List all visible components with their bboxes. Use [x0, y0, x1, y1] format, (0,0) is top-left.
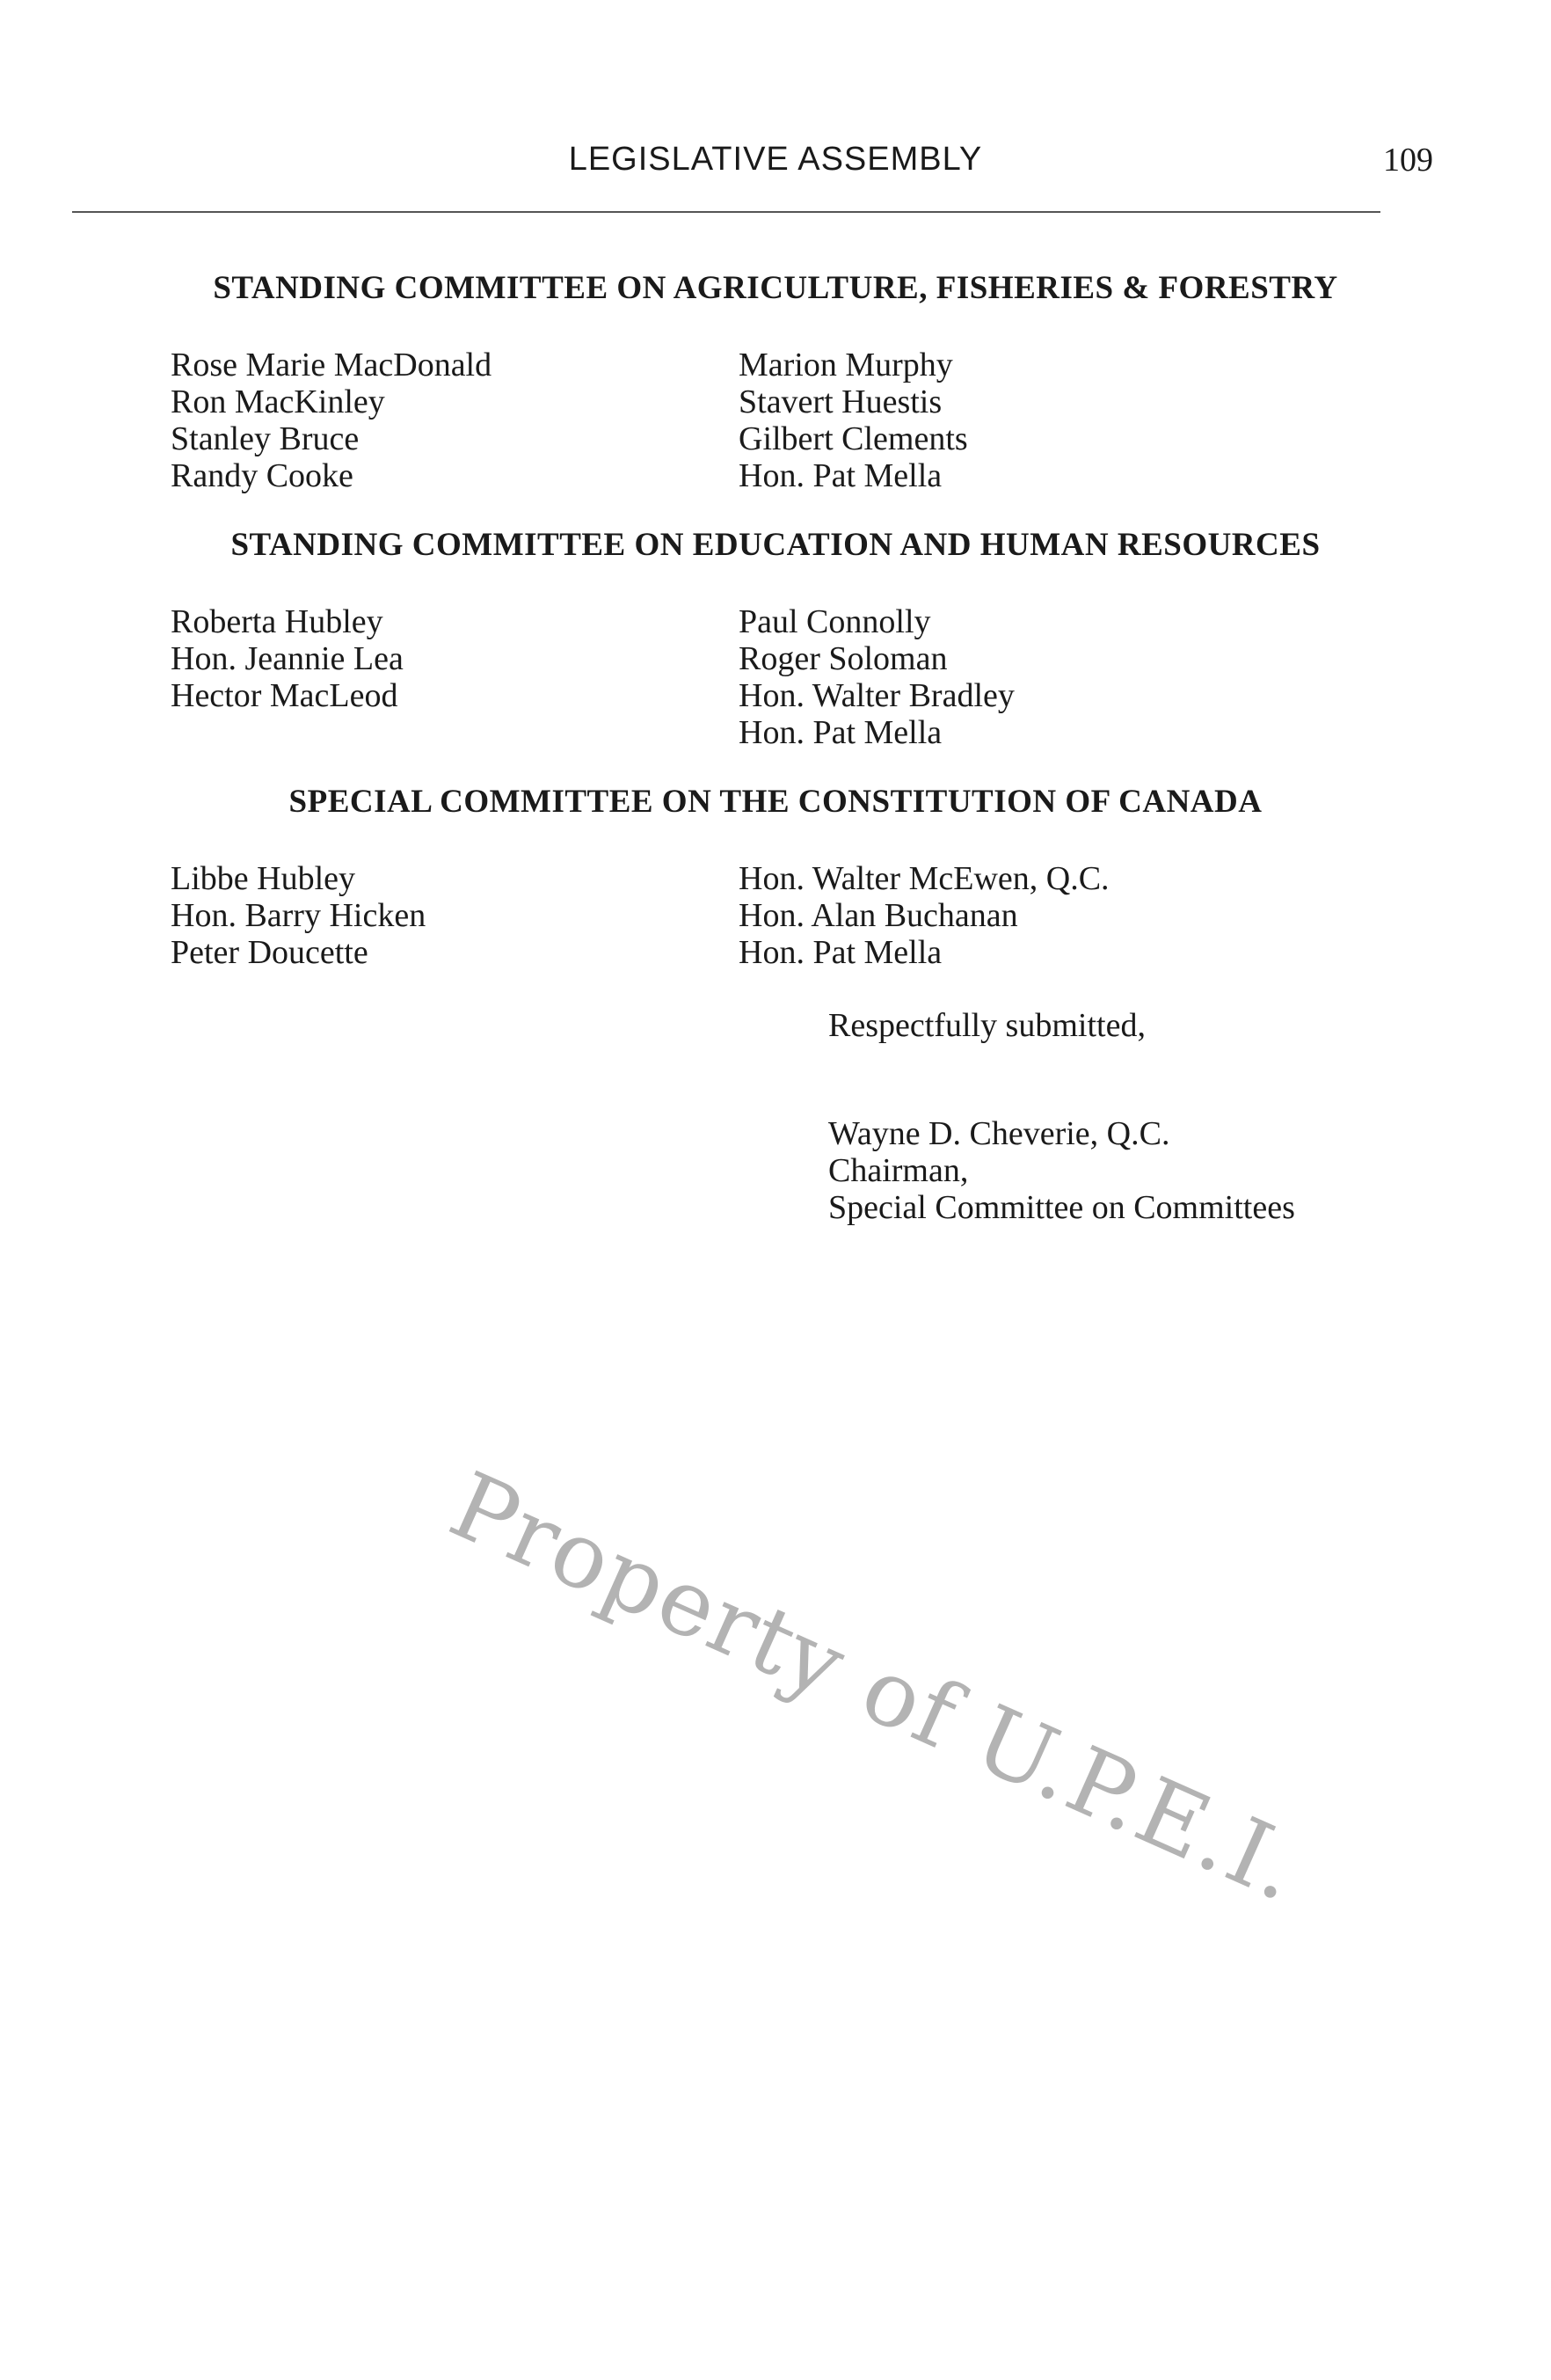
committee-education-right-members: [739, 603, 1015, 751]
member-name: Randy Cooke: [171, 457, 353, 494]
page-number: 109: [1383, 142, 1433, 179]
signatory-name: Wayne D. Cheverie, Q.C.: [828, 1115, 1170, 1152]
signature-block: [828, 1115, 1295, 1226]
member-name: Rose Marie MacDonald: [171, 347, 492, 383]
member-name: Hon. Pat Mella: [739, 934, 943, 971]
member-name: Peter Doucette: [171, 934, 368, 971]
committee-constitution-left-members: [171, 860, 426, 971]
member-name: Hon. Walter McEwen, Q.C.: [739, 860, 1110, 897]
running-head: [0, 141, 1551, 185]
valediction: Respectfully submitted,: [828, 1007, 1146, 1044]
member-name: Gilbert Clements: [739, 420, 968, 457]
member-name: Hon. Pat Mella: [739, 714, 943, 751]
member-name: Hon. Pat Mella: [739, 457, 943, 494]
committee-heading-agriculture: STANDING COMMITTEE ON AGRICULTURE, FISHERIES & FORESTRY: [213, 270, 1338, 306]
member-name: Roger Soloman: [739, 640, 948, 677]
member-name: Hon. Barry Hicken: [171, 897, 426, 934]
committee-education-left-members: [171, 603, 404, 714]
committee-heading-education: STANDING COMMITTEE ON EDUCATION AND HUMAN RESOURCES: [230, 527, 1321, 563]
signatory-role: Chairman,: [828, 1152, 969, 1189]
member-name: Roberta Hubley: [171, 603, 383, 640]
member-name: Hon. Alan Buchanan: [739, 897, 1018, 934]
committee-agriculture-right-members: [739, 347, 968, 494]
header-rule: [72, 211, 1380, 213]
member-name: Hon. Walter Bradley: [739, 677, 1015, 714]
committee-constitution-right-members: [739, 860, 1110, 971]
member-name: Marion Murphy: [739, 347, 953, 383]
member-name: Paul Connolly: [739, 603, 931, 640]
member-name: Stavert Huestis: [739, 383, 943, 420]
running-head-title: LEGISLATIVE ASSEMBLY: [568, 141, 983, 178]
member-name: Hon. Jeannie Lea: [171, 640, 404, 677]
signatory-committee: Special Committee on Committees: [828, 1189, 1295, 1226]
member-name: Ron MacKinley: [171, 383, 385, 420]
committee-agriculture-left-members: [171, 347, 492, 494]
member-name: Stanley Bruce: [171, 420, 360, 457]
member-name: Libbe Hubley: [171, 860, 356, 897]
library-stamp: Property of U.P.E.I.: [435, 1451, 1318, 1924]
member-name: Hector MacLeod: [171, 677, 398, 714]
committee-heading-constitution: SPECIAL COMMITTEE ON THE CONSTITUTION OF CANADA: [288, 784, 1263, 820]
